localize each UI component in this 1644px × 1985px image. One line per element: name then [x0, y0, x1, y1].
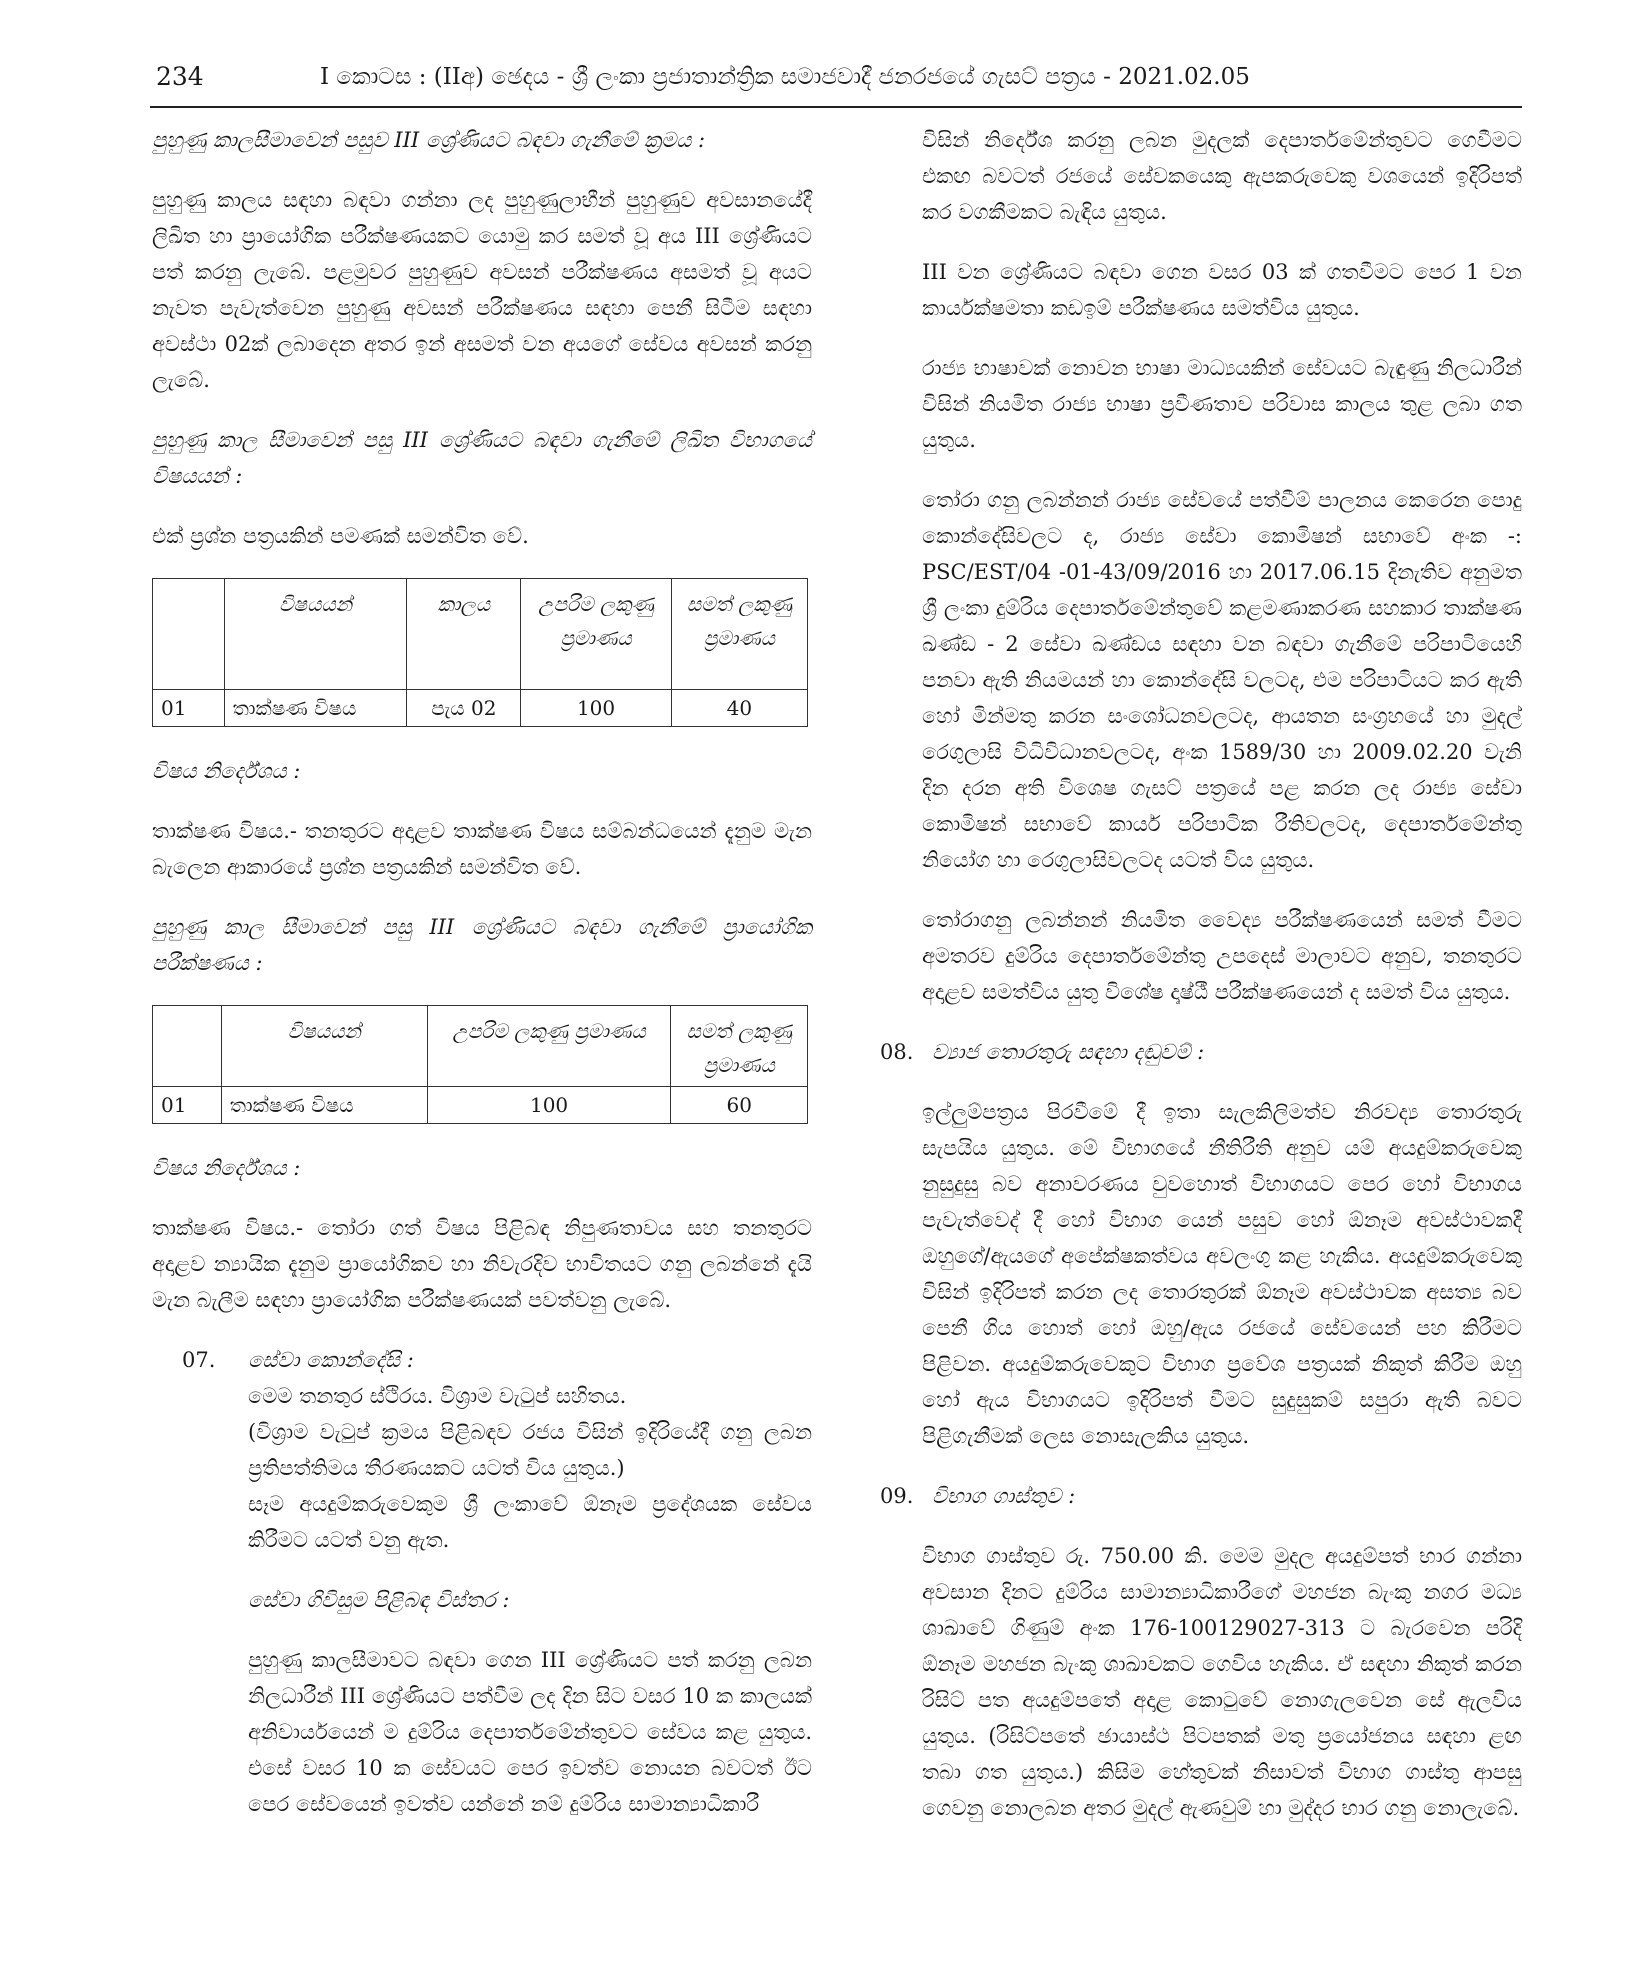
- table-cell: 100: [427, 1087, 671, 1124]
- section-title: සේවා කොන්දේසි :: [248, 1348, 414, 1372]
- table-cell: 01: [153, 690, 225, 727]
- heading-syllabus: විෂය නිර්දේශය :: [152, 759, 301, 783]
- paragraph-service-agreement: පුහුණු කාලසීමාවට බඳවා ගෙන III ශ්‍රේණියට පත් කරනු ලබන නිලධාරීන් III ශ්‍රේණියට පත්වීම ලද දින සිට වසර 10 ක කාලයක් අනිවාර්යයෙන් ම දුම්රිය දෙපාර්තමේන්තුවට සේවය කළ යුතුය. එසේ වසර 10 ක සේවයට පෙර ඉවත්ව නොයන බවටත් ඊට පෙර සේවයෙන් ඉවත්ව යන්නේ නම් දුම්රිය සාමාන්‍යාධිකාරී: [248, 1648, 812, 1816]
- table-header-cell: උපරිම ලකුණු ප්‍රමාණය: [427, 1006, 671, 1087]
- right-column: [880, 122, 1522, 1850]
- section-number: 09.: [880, 1484, 914, 1508]
- gazette-header: [150, 58, 1522, 108]
- paragraph-language: රාජ්‍ය භාෂාවක් නොවන භාෂා මාධ්‍යයකින් සේවයට බැඳුණු නිලධාරීන් විසින් නියමිත රාජ්‍ය භාෂා ප්‍රවීණතාව පරිවාස කාලය තුළ ලබා ගත යුතුය.: [922, 356, 1522, 452]
- heading-training-method: පුහුණු කාලසීමාවෙන් පසුව III ශ්‍රේණියට බඳවා ගැනීමේ ක්‍රමය :: [152, 128, 706, 152]
- paragraph-false-info: ඉල්ලුම්පත්‍රය පිරවීමේ දී ඉතා සැලකිලිමත්ව නිරවද්‍ය තොරතුරු සැපයිය යුතුය. මේ විභාගයේ නීතිරීති අනුව යම් අයදුම්කරුවෙකු නුසුදුසු බව අනාවරණය වුවහොත් විභාගයට පෙර හෝ විභාගය පැවැත්වෙද් දී හෝ විභාග යෙන් පසුව හෝ ඕනෑම අවස්ථාවකදී ඔහුගේ/ඇයගේ අපේක්ෂකත්වය අවලංගු කළ හැකිය. අයදුම්කරුවෙකු විසින් ඉදිරිපත් කරන ලද තොරතුරක් ඕනෑම අවස්ථාවක අසත්‍ය බව පෙනී ගිය හොත් හෝ ඔහු/ඇය රජයේ සේවයෙන් පහ කිරීමට පිළිවන. අයදුම්කරුවෙකුට විභාග ප්‍රවේශ පත්‍රයක් නිකුත් කිරීම ඔහු හෝ ඇය විභාගයට ඉදිරිපත් වීමට සුදුසුකම් සපුරා ඇති බවට පිළිගැනීමක් ලෙස නොසැලකිය යුතුය.: [922, 1100, 1522, 1448]
- paragraph-training: පුහුණු කාලය සඳහා බඳවා ගන්නා ලද පුහුණුලාභීන් පුහුණුව අවසානයේදී ලිඛිත හා ප්‍රායෝගික පරීක්ෂණයකට යොමු කර සමත් වූ අය III ශ්‍රේණියට පත් කරනු ලැබේ. පළමුවර පුහුණුව අවසන් පරීක්ෂණය අසමත් වූ අයට නැවත පැවැත්වෙන පුහුණු අවසන් පරීක්ෂණය සඳහා පෙනී සිටීම සඳහා අවස්ථා 02ක් ලබාදෙන අතර ඉන් අසමත් වන අයගේ සේවය අවසන් කරනු ලැබේ.: [152, 188, 812, 392]
- table-cell: 60: [671, 1087, 808, 1124]
- paragraph-syllabus-practical: තාක්ෂණ විෂය.- තෝරා ගත් විෂය පිළිබඳ නිපුණතාවය සහ තනතුරට අදාළව න්‍යායික දැනුම ප්‍රායෝගිකව හා නිවැරදිව භාවිතයට ගනු ලබන්නේ දැයි මැන බැලීම සඳහා ප්‍රායෝගික පරීක්ෂණයක් පවත්වනු ලැබේ.: [152, 1216, 812, 1312]
- section-08: [880, 1034, 1522, 1454]
- heading-written-exam-subjects: පුහුණු කාල සීමාවෙන් පසු III ශ්‍රේණියට බඳවා ගැනීමේ ලිඛිත විභාගයේ විෂයයන් :: [152, 428, 812, 488]
- section-title: ව්‍යාජ තොරතුරු සඳහා දඬුවම් :: [932, 1040, 1205, 1064]
- heading-practical-exam: පුහුණු කාල සීමාවෙන් පසු III ශ්‍රේණියට බඳවා ගැනීමේ ප්‍රායෝගික පරීක්ෂණය :: [152, 915, 812, 975]
- table-cell: 01: [153, 1087, 222, 1124]
- section-number: 07.: [182, 1348, 216, 1372]
- paragraph-syllabus-written: තාක්ෂණ විෂය.- තනතුරට අදාළව තාක්ෂණ විෂය සම්බන්ධයෙන් දැනුම මැන බැලෙන ආකාරයේ ප්‍රශ්න පත්‍රයකින් සමන්විත වේ.: [152, 819, 812, 879]
- table-row: [153, 1087, 808, 1124]
- sub-title-service-agreement: සේවා ගිවිසුම පිළිබඳ විස්තර :: [248, 1588, 510, 1612]
- table-header-cell: සමත් ලකුණු ප්‍රමාණය: [671, 1006, 808, 1087]
- table-cell: තාක්ෂණ විෂය: [221, 1087, 427, 1124]
- table-cell: 40: [671, 690, 807, 727]
- table-cell: පැය 02: [407, 690, 521, 727]
- written-exam-table: [152, 578, 808, 727]
- table-header-row: [153, 579, 808, 690]
- table-header-cell: උපරිම ලකුණු ප්‍රමාණය: [521, 579, 671, 690]
- paragraph-bond: විසින් නිර්දේශ කරනු ලබන මුදලක් දෙපාර්තමේන්තුවට ගෙවීමට එකඟ බවටත් රජයේ සේවකයෙකු ඇපකරුවෙකු වශයෙන් ඉදිරිපත් කර වගකීමකට බැඳිය යුතුය.: [922, 128, 1522, 224]
- table-header-row: [153, 1006, 808, 1087]
- paragraph-medical: තෝරාගනු ලබන්නන් නියමිත වෛද්‍ය පරීක්ෂණයෙන් සමත් වීමට අමතරව දුම්රිය දෙපාර්තමේන්තු උපදෙස් මාලාවට අනුව, තනතුරට අදාළව සමත්විය යුතු විශේෂ දෘෂ්ඨී පරීක්ෂණයෙන් ද සමත් විය යුතුය.: [922, 908, 1522, 1004]
- section-title: විභාග ගාස්තුව :: [932, 1484, 1076, 1508]
- section-07: [152, 1342, 812, 1822]
- table-row: [153, 690, 808, 727]
- table-header-cell: විෂයයන්: [221, 1006, 427, 1087]
- table-header-cell: [153, 1006, 222, 1087]
- paragraph-general-conditions: තෝරා ගනු ලබන්නන් රාජ්‍ය සේවයේ පත්වීම් පාලනය කෙරෙන පොදු කොන්දේසිවලට ද, රාජ්‍ය සේවා කොමිෂන් සභාවේ අංක -: PSC/EST/04 -01-43/09/2016 හා 2017.06.15 දිනැතිව අනුමත ශ්‍රී ලංකා දුම්රිය දෙපාර්තමේන්තුවේ කළමණාකරණ සහකාර තාක්ෂණ ඛණ්ඩ - 2 සේවා ඛණ්ඩය සඳහා වන බඳවා ගැනීමේ පරිපාටියෙහි පනවා ඇති නියමයන් හා කොන්දේසි වලටද, එම පරිපාටියට කර ඇති හෝ මින්මතු කරන සංශෝධනවලටද, ආයතන සංග්‍රහයේ හා මුදල් රෙගුලාසි විධිවිධානවලටද, අංක 1589/30 හා 2009.02.20 වැනි දින දරන අති විශෙෂ ගැසට් පත්‍රයේ පළ කරන ලද රාජ්‍ය සේවා කොමිෂන් සභාවේ කාර්ය පරිපාටික රීතිවලටද, දෙපාර්තමේන්තු නියෝග හා රෙගුලාසිවලටද යටත් විය යුතුය.: [922, 488, 1522, 872]
- section-09: [880, 1478, 1522, 1826]
- table-header-cell: [153, 579, 225, 690]
- table-header-cell: කාලය: [407, 579, 521, 690]
- paragraph-pension: (විශ්‍රාම වැටුප් ක්‍රමය පිළිබඳව රජය විසින් ඉදිරියේදී ගනු ලබන ප්‍රතිපත්තිමය තීරණයකට යටත් විය යුතුය.): [248, 1420, 812, 1480]
- table-cell: 100: [521, 690, 671, 727]
- paragraph-one-paper: එක් ප්‍රශ්න පත්‍රයකින් පමණක් සමන්විත වේ.: [152, 524, 529, 548]
- practical-exam-table: [152, 1005, 808, 1124]
- page-number: 234: [156, 62, 204, 91]
- table-header-cell: සමත් ලකුණු ප්‍රමාණය: [671, 579, 807, 690]
- paragraph-efficiency-bar: III වන ශ්‍රේණියට බඳවා ගෙන වසර 03 ක් ගතවීමට පෙර 1 වන කාර්යක්ෂමතා කඩඉම් පරීක්ෂණය සමත්විය යුතුය.: [922, 260, 1522, 320]
- heading-syllabus-practical: විෂය නිර්දේශය :: [152, 1156, 301, 1180]
- paragraph-permanent: මෙම තනතුර ස්ථිරය. විශ්‍රාම වැටුප් සහිතය.: [248, 1384, 627, 1408]
- table-cell: තාක්ෂණ විෂය: [224, 690, 407, 727]
- table-header-cell: විෂයයන්: [224, 579, 407, 690]
- paragraph-exam-fee: විභාග ගාස්තුව රු. 750.00 කි. මෙම මුදල අයදුම්පත් භාර ගන්නා අවසාන දිනට දුම්රිය සාමාන්‍යාධිකාරීගේ මහජන බැංකු නගර මධ්‍ය ශාඛාවේ ගිණුම් අංක 176-100129027-313 ට බැරවෙන පරිදි ඕනෑම මහජන බැංකු ශාඛාවකට ගෙවිය හැකිය. ඒ සඳහා නිකුත් කරන රිසිට් පත අයදුම්පතේ අදාළ කොටුවේ නොගැලවෙන සේ ඇලවිය යුතුය. (රිසිට්පතේ ඡායාස්ථ පිටපතක් මතු ප්‍රයෝජනය සඳහා ළඟ තබා ගත යුතුය.) කිසිම හේතුවක් නිසාවත් විභාග ගාස්තු ආපසු ගෙවනු නොලබන අතර මුදල් ඇණවුම් හා මුද්දර භාර ගනු නොලැබේ.: [922, 1544, 1522, 1820]
- section-number: 08.: [880, 1040, 914, 1064]
- left-column: [152, 122, 812, 1846]
- paragraph-any-area: සෑම අයදුම්කරුවෙකුම ශ්‍රී ලංකාවේ ඕනෑම ප්‍රදේශයක සේවය කිරීමට යටත් වනු ඇත.: [248, 1492, 812, 1552]
- gazette-title: I කොටස : (IIඅ) ඡෙදය - ශ්‍රී ලංකා ප්‍රජාතාන්ත්‍රික සමාජවාදී ජනරජයේ ගැසට් පත්‍රය - 2021.02.05: [320, 64, 1250, 90]
